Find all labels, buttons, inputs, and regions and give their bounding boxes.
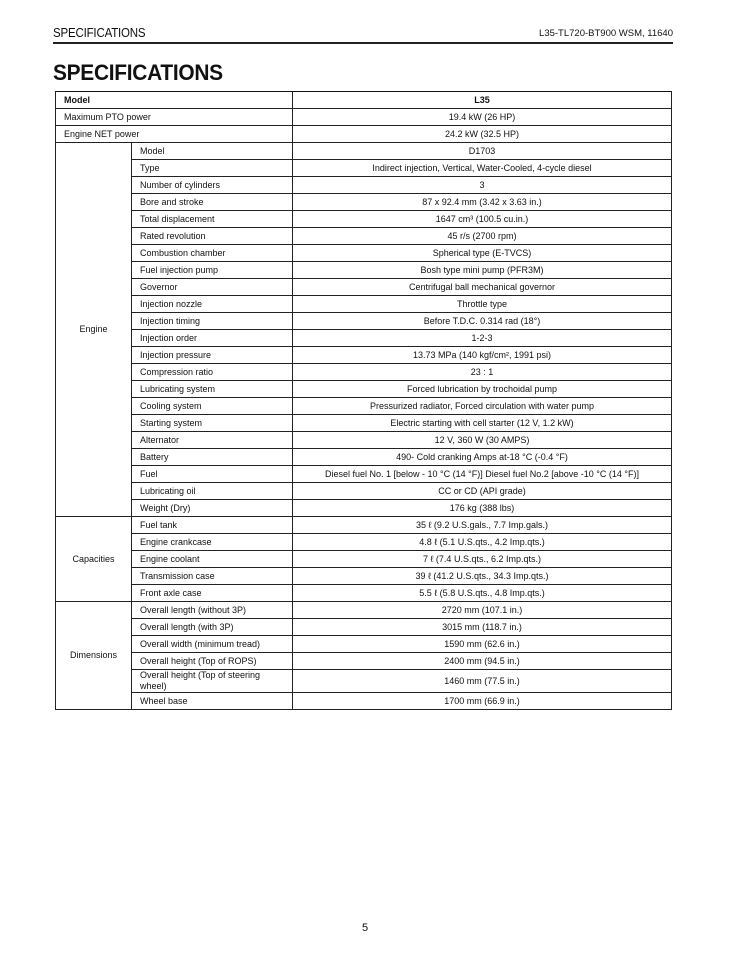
table-row: [56, 619, 672, 636]
row-value: 5.5 ℓ (5.8 U.S.qts., 4.8 Imp.qts.): [293, 585, 672, 602]
table-row: [56, 228, 672, 245]
table-row: [56, 585, 672, 602]
table-row: [56, 143, 672, 160]
row-label: Transmission case: [132, 568, 293, 585]
row-label: Rated revolution: [132, 228, 293, 245]
row-value: Forced lubrication by trochoidal pump: [293, 381, 672, 398]
row-label: Injection order: [132, 330, 293, 347]
table-row: [56, 670, 672, 693]
table-header-row: [56, 92, 672, 109]
specifications-table: [55, 91, 672, 710]
row-value: 1647 cm³ (100.5 cu.in.): [293, 211, 672, 228]
table-row: [56, 313, 672, 330]
row-label: Engine coolant: [132, 551, 293, 568]
row-value: Spherical type (E-TVCS): [293, 245, 672, 262]
row-value: 7 ℓ (7.4 U.S.qts., 6.2 Imp.qts.): [293, 551, 672, 568]
row-label: Engine crankcase: [132, 534, 293, 551]
row-label: Cooling system: [132, 398, 293, 415]
row-label: Overall length (with 3P): [132, 619, 293, 636]
row-value: 39 ℓ (41.2 U.S.qts., 34.3 Imp.qts.): [293, 568, 672, 585]
running-header: [53, 26, 673, 44]
row-value: D1703: [293, 143, 672, 160]
table-row: [56, 126, 672, 143]
table-row: [56, 602, 672, 619]
table-row: [56, 262, 672, 279]
group-label-capacities: Capacities: [56, 517, 132, 602]
table-row: [56, 517, 672, 534]
row-value: Electric starting with cell starter (12 V, 1.2 kW): [293, 415, 672, 432]
table-row: [56, 160, 672, 177]
row-label: Fuel tank: [132, 517, 293, 534]
row-label: Governor: [132, 279, 293, 296]
row-value: 1700 mm (66.9 in.): [293, 693, 672, 710]
table-row: [56, 551, 672, 568]
row-value: 490- Cold cranking Amps at-18 °C (-0.4 °F): [293, 449, 672, 466]
table-row: [56, 398, 672, 415]
table-row: [56, 693, 672, 710]
table-row: [56, 653, 672, 670]
row-label: Model: [132, 143, 293, 160]
table-row: [56, 483, 672, 500]
table-row: [56, 432, 672, 449]
row-label: Lubricating system: [132, 381, 293, 398]
table-row: [56, 245, 672, 262]
row-label: Overall length (without 3P): [132, 602, 293, 619]
row-value: 2400 mm (94.5 in.): [293, 653, 672, 670]
row-label: Injection nozzle: [132, 296, 293, 313]
row-value: 87 x 92.4 mm (3.42 x 3.63 in.): [293, 194, 672, 211]
row-label: Bore and stroke: [132, 194, 293, 211]
group-label-engine: Engine: [56, 143, 132, 517]
row-label: Fuel: [132, 466, 293, 483]
row-value: Centrifugal ball mechanical governor: [293, 279, 672, 296]
table-row: [56, 381, 672, 398]
row-value: 35 ℓ (9.2 U.S.gals., 7.7 Imp.gals.): [293, 517, 672, 534]
table-row: [56, 415, 672, 432]
group-label-dimensions: Dimensions: [56, 602, 132, 710]
table-row: [56, 330, 672, 347]
row-value: 1460 mm (77.5 in.): [293, 670, 672, 693]
table-row: [56, 347, 672, 364]
table-row: [56, 296, 672, 313]
row-label: Front axle case: [132, 585, 293, 602]
row-label: Lubricating oil: [132, 483, 293, 500]
table-row: [56, 534, 672, 551]
row-label: Total displacement: [132, 211, 293, 228]
row-label: Injection pressure: [132, 347, 293, 364]
row-label: Alternator: [132, 432, 293, 449]
row-label: Engine NET power: [56, 126, 293, 143]
row-value: 176 kg (388 lbs): [293, 500, 672, 517]
row-label: Maximum PTO power: [56, 109, 293, 126]
row-label: Compression ratio: [132, 364, 293, 381]
model-value: L35: [293, 92, 672, 109]
row-label: Combustion chamber: [132, 245, 293, 262]
row-value: 23 : 1: [293, 364, 672, 381]
table-row: [56, 211, 672, 228]
row-value: 1590 mm (62.6 in.): [293, 636, 672, 653]
row-value: Before T.D.C. 0.314 rad (18°): [293, 313, 672, 330]
table-row: [56, 194, 672, 211]
row-label: Battery: [132, 449, 293, 466]
row-label: Number of cylinders: [132, 177, 293, 194]
row-value: 3015 mm (118.7 in.): [293, 619, 672, 636]
table-row: [56, 109, 672, 126]
row-value: CC or CD (API grade): [293, 483, 672, 500]
row-value: 1-2-3: [293, 330, 672, 347]
row-value: 13.73 MPa (140 kgf/cm², 1991 psi): [293, 347, 672, 364]
row-label: Overall height (Top of ROPS): [132, 653, 293, 670]
row-label: Overall width (minimum tread): [132, 636, 293, 653]
table-row: [56, 636, 672, 653]
row-value: 12 V, 360 W (30 AMPS): [293, 432, 672, 449]
row-value: 2720 mm (107.1 in.): [293, 602, 672, 619]
row-value: 45 r/s (2700 rpm): [293, 228, 672, 245]
model-label: Model: [56, 92, 293, 109]
table-row: [56, 466, 672, 483]
row-value: 24.2 kW (32.5 HP): [293, 126, 672, 143]
row-value: Diesel fuel No. 1 [below - 10 °C (14 °F)] Diesel fuel No.2 [above -10 °C (14 °F)]: [293, 466, 672, 483]
row-value: Bosh type mini pump (PFR3M): [293, 262, 672, 279]
page-title: SPECIFICATIONS: [53, 60, 223, 85]
row-label: Type: [132, 160, 293, 177]
row-value: 19.4 kW (26 HP): [293, 109, 672, 126]
row-label: Weight (Dry): [132, 500, 293, 517]
row-value: 4.8 ℓ (5.1 U.S.qts., 4.2 Imp.qts.): [293, 534, 672, 551]
table-row: [56, 279, 672, 296]
row-value: Throttle type: [293, 296, 672, 313]
table-row: [56, 500, 672, 517]
table-row: [56, 568, 672, 585]
table-row: [56, 177, 672, 194]
table-row: [56, 449, 672, 466]
table-row: [56, 364, 672, 381]
row-value: 3: [293, 177, 672, 194]
running-header-doc-code: L35-TL720-BT900 WSM, 11640: [539, 28, 673, 39]
row-label: Fuel injection pump: [132, 262, 293, 279]
row-value: Indirect injection, Vertical, Water-Cooled, 4-cycle diesel: [293, 160, 672, 177]
row-label: Injection timing: [132, 313, 293, 330]
page-number: 5: [362, 922, 369, 934]
row-value: Pressurized radiator, Forced circulation with water pump: [293, 398, 672, 415]
running-header-section: SPECIFICATIONS: [53, 26, 146, 40]
row-label: Wheel base: [132, 693, 293, 710]
row-label: Overall height (Top of steering wheel): [132, 670, 293, 693]
row-label: Starting system: [132, 415, 293, 432]
